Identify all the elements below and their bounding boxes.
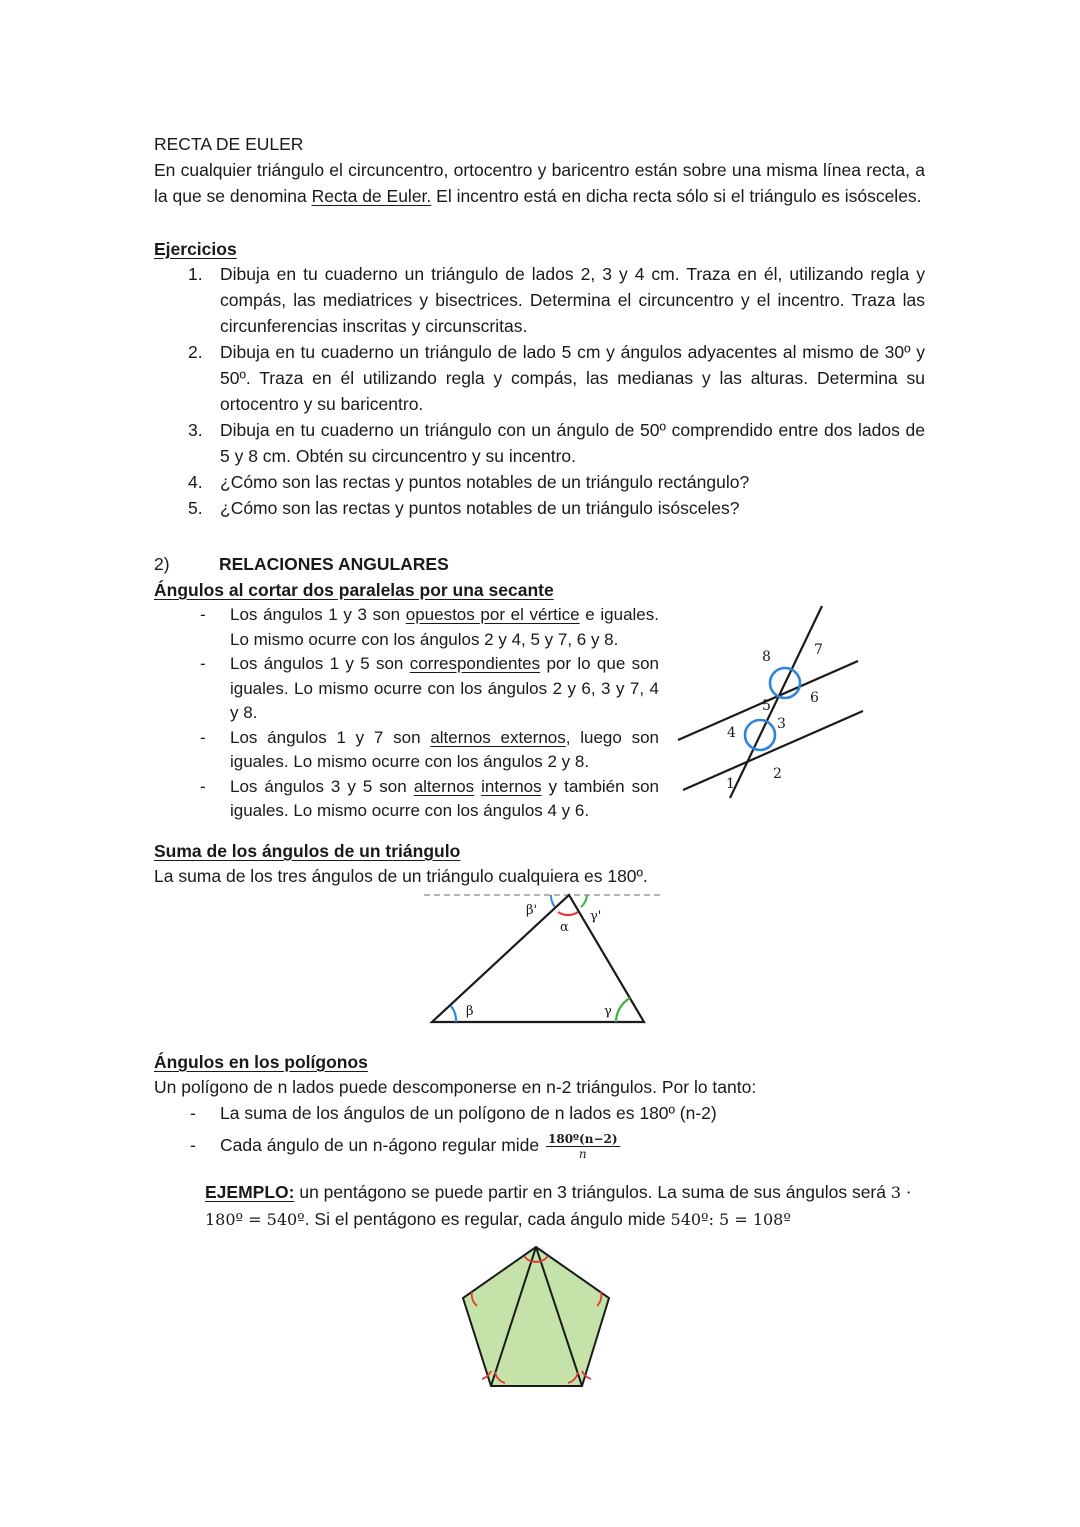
- angle-fraction: [546, 1132, 620, 1161]
- list-item: [154, 1100, 854, 1126]
- math-expression: 540º: 5 = 108º: [670, 1210, 791, 1229]
- exercise-item: [154, 417, 925, 469]
- section-number: 2): [154, 554, 170, 574]
- angle-label-6: 6: [810, 690, 819, 706]
- label-beta-prime: β': [526, 903, 538, 918]
- fraction-numerator: 180º(n−2): [548, 1132, 618, 1146]
- term-opuestos: opuestos por el vértice: [405, 605, 580, 624]
- polygon-angle-text: Cada ángulo de un n-ágono regular mide: [220, 1135, 540, 1156]
- angle-label-5: 5: [762, 698, 771, 714]
- label-gamma-prime: γ': [590, 909, 602, 924]
- text-run: Los ángulos 1 y 7 son: [230, 727, 431, 747]
- label-alpha: α: [560, 920, 569, 935]
- gamma-prime-arc: [581, 895, 587, 907]
- triangle-diagram: [418, 888, 668, 1028]
- dash-bullet: -: [200, 654, 206, 673]
- ejemplo-paragraph: [205, 1179, 925, 1233]
- exercise-item: [154, 339, 925, 417]
- polygon-sum-text: La suma de los ángulos de un polígono de n lados es 180º (n-2): [220, 1103, 717, 1123]
- label-beta: β: [466, 1004, 474, 1019]
- list-item: [154, 1132, 854, 1161]
- list-item: [154, 603, 659, 652]
- poligonos-heading: Ángulos en los polígonos: [154, 1052, 368, 1072]
- label-gamma: γ: [604, 1004, 612, 1019]
- text-run: . Si el pentágono es regular, cada ángulo mide: [304, 1209, 671, 1229]
- text-run: Los ángulos 1 y 5 son: [230, 654, 410, 673]
- dash-bullet: -: [190, 1103, 196, 1123]
- exercise-text: ¿Cómo son las rectas y puntos notables de un triángulo isósceles?: [220, 498, 740, 518]
- term-internos: internos: [481, 776, 542, 796]
- text-run: Los ángulos 3 y 5 son: [230, 776, 414, 796]
- angle-label-8: 8: [762, 649, 771, 665]
- term-alternos: alternos: [413, 776, 475, 796]
- text-run: , luego son iguales. Lo mismo ocurre con los ángulos 2 y 8.: [230, 727, 659, 771]
- suma-text: La suma de los tres ángulos de un triángulo cualquiera es 180º.: [154, 866, 648, 886]
- angle-label-1: 1: [726, 776, 735, 792]
- list-item: [154, 652, 659, 726]
- gamma-arc: [616, 998, 630, 1022]
- poligonos-list: [154, 1100, 854, 1161]
- text-run: Los ángulos 1 y 3 son: [230, 605, 406, 624]
- pentagon-shape: [463, 1247, 609, 1386]
- list-item: [154, 726, 659, 775]
- exercise-item: [154, 495, 925, 521]
- text-run: y también son iguales. Lo mismo ocurre con los ángulos 4 y 6.: [230, 776, 659, 820]
- section-title: RELACIONES ANGULARES: [219, 554, 449, 574]
- exercise-text: Dibuja en tu cuaderno un triángulo de lados 2, 3 y 4 cm. Traza en él, utilizando regla y compás, las mediatrices y bisectrices. Determina el circuncentro y el incentro. Traza las circunferencias inscritas y circunscritas.: [220, 264, 925, 336]
- list-item: [154, 775, 659, 824]
- euler-paragraph: [154, 157, 925, 209]
- parallel-lines-diagram: [670, 598, 880, 806]
- euler-text-a: En cualquier triángulo el circuncentro, ortocentro y baricentro están sobre una misma línea recta, a la que se denomina: [154, 160, 925, 206]
- euler-text-b: El incentro está en dicha recta sólo si el triángulo es isósceles.: [431, 186, 922, 206]
- euler-link: Recta de Euler.: [311, 186, 432, 206]
- ejercicios-heading: Ejercicios: [154, 239, 237, 259]
- angle-label-7: 7: [814, 642, 823, 658]
- pentagon-diagram: [455, 1240, 620, 1395]
- triangle-shape: [432, 895, 644, 1022]
- term-correspondientes: correspondientes: [409, 654, 541, 673]
- text-run: un pentágono se puede partir en 3 triángulos. La suma de sus ángulos será: [294, 1182, 891, 1202]
- alpha-arc: [558, 912, 578, 915]
- suma-heading: Suma de los ángulos de un triángulo: [154, 841, 461, 861]
- exercise-text: Dibuja en tu cuaderno un triángulo de lado 5 cm y ángulos adyacentes al mismo de 30º y 50º. Traza en él utilizando regla y compás, las medianas y las alturas. Determina su ortocentro y su baricentro.: [220, 342, 925, 414]
- dash-bullet: -: [200, 727, 206, 747]
- poligonos-intro: Un polígono de n lados puede descomponerse en n-2 triángulos. Por lo tanto:: [154, 1077, 757, 1097]
- dash-bullet: -: [190, 1135, 196, 1155]
- exercise-item: [154, 469, 925, 495]
- exercise-text: ¿Cómo son las rectas y puntos notables de un triángulo rectángulo?: [220, 472, 750, 492]
- arc-top-inner: [532, 1261, 541, 1262]
- exercise-list: [154, 261, 925, 521]
- math-expression: 3 · 180º = 540º: [205, 1183, 912, 1229]
- fraction-denominator: n: [578, 1147, 587, 1161]
- exercise-number: 4.: [188, 472, 203, 492]
- dash-bullet: -: [200, 776, 206, 796]
- euler-title: RECTA DE EULER: [154, 134, 304, 154]
- angle-label-4: 4: [727, 725, 736, 741]
- dash-bullet: -: [200, 605, 206, 624]
- exercise-number: 2.: [188, 342, 203, 362]
- angle-label-2: 2: [773, 766, 782, 782]
- term-alternos-externos: alternos externos: [430, 727, 566, 747]
- angle-label-3: 3: [777, 716, 786, 732]
- text-run: por lo que son iguales. Lo mismo ocurre con los ángulos 2 y 6, 3 y 7, 4 y 8.: [230, 654, 660, 722]
- exercise-number: 5.: [188, 498, 203, 518]
- ejemplo-label: EJEMPLO:: [205, 1182, 295, 1202]
- exercise-number: 3.: [188, 420, 203, 440]
- beta-arc: [451, 1006, 456, 1022]
- exercise-item: [154, 261, 925, 339]
- paralelas-list: [154, 603, 659, 824]
- paralelas-heading: Ángulos al cortar dos paralelas por una secante: [154, 580, 554, 600]
- text-run: e iguales. Lo mismo ocurre con los ángulos 2 y 4, 5 y 7, 6 y 8.: [230, 605, 659, 649]
- beta-prime-arc: [551, 895, 555, 907]
- exercise-number: 1.: [188, 264, 203, 284]
- exercise-text: Dibuja en tu cuaderno un triángulo con un ángulo de 50º comprendido entre dos lados de 5 y 8 cm. Obtén su circuncentro y su incentro.: [220, 420, 925, 466]
